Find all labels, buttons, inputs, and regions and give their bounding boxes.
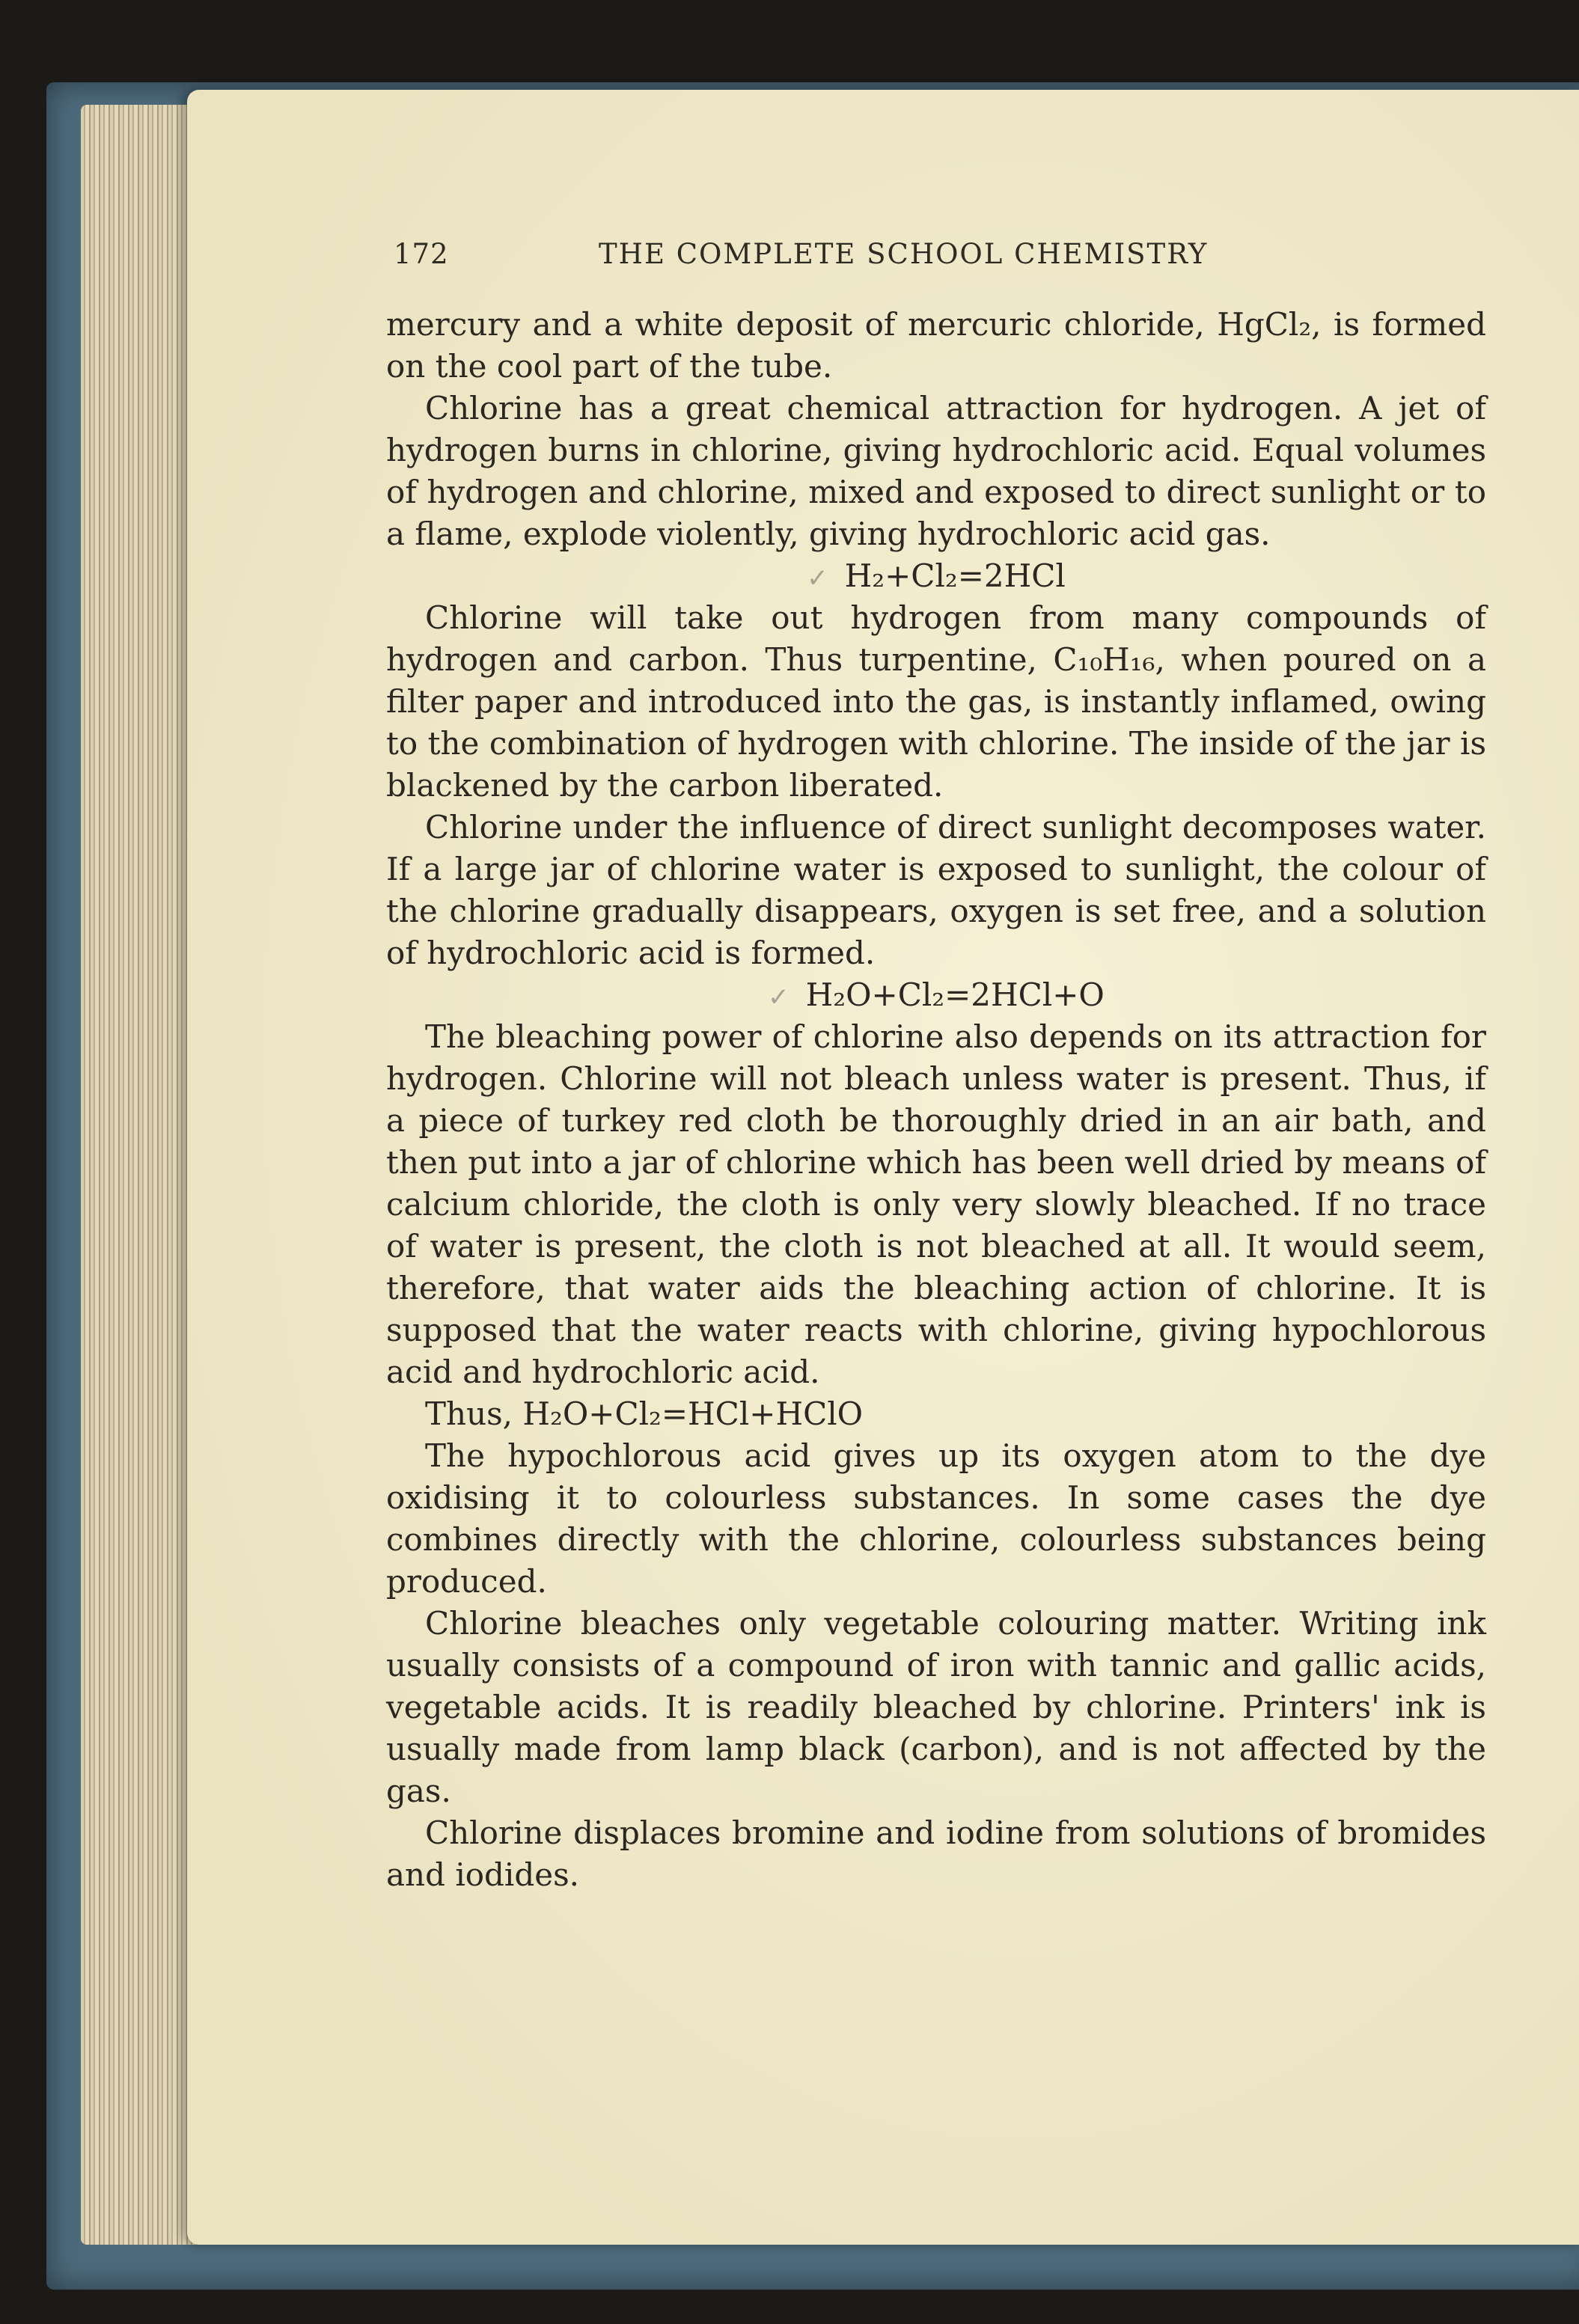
equation-text: H₂O+Cl₂=2HCl+O (805, 976, 1105, 1013)
page-number: 172 (394, 238, 449, 270)
equation (386, 974, 1486, 1016)
equation-text: H₂+Cl₂=2HCl (844, 557, 1066, 594)
equation-text: Thus, H₂O+Cl₂=HCl+HClO (425, 1395, 864, 1432)
page-header (394, 238, 1292, 275)
paragraph: mercury and a white deposit of mercuric chloride, HgCl₂, is formed on the cool part of the tube. (386, 306, 1486, 385)
paragraph: The bleaching power of chlorine also depends on its attraction for hydrogen. Chlorine will not bleach unless water is present. Thus, if a piece of turkey red cloth be thoroughly dried in an air bath, and then put into a jar of chlorine which has been well dried by means of calcium chloride, the cloth is only very slowly bleached. If no trace of water is present, the cloth is not bleached at all. It would seem, therefore, that water aids the bleaching action of chlorine. It is supposed that the water reacts with chlorine, giving hypochlorous acid and hydrochloric acid. (386, 1018, 1486, 1390)
paragraph: Chlorine bleaches only vegetable colouring matter. Writing ink usually consists of a compound of iron with tannic and gallic acids, vegetable acids. It is readily bleached by chlorine. Printers' ink is usually made from lamp black (carbon), and is not affected by the gas. (386, 1605, 1486, 1809)
equation (386, 555, 1486, 597)
equation (386, 1393, 1486, 1435)
body-text (386, 304, 1486, 1896)
pencil-tick-mark: ✓ (807, 563, 828, 593)
paragraph: Chlorine will take out hydrogen from many compounds of hydrogen and carbon. Thus turpentine, C₁₀H₁₆, when poured on a filter paper and introduced into the gas, is instantly inflamed, owing to the combination of hydrogen with chlorine. The inside of the jar is blackened by the carbon liberated. (386, 599, 1486, 804)
paragraph: The hypochlorous acid gives up its oxygen atom to the dye oxidising it to colourless substances. In some cases the dye combines directly with the chlorine, colourless substances being produced. (386, 1437, 1486, 1600)
paragraph: Chlorine has a great chemical attraction for hydrogen. A jet of hydrogen burns in chlorine, giving hydrochloric acid. Equal volumes of hydrogen and chlorine, mixed and exposed to direct sunlight or to a flame, explode violently, giving hydrochloric acid gas. (386, 390, 1486, 552)
pencil-tick-mark: ✓ (768, 982, 790, 1012)
paragraph: Chlorine under the influence of direct sunlight decomposes water. If a large jar of chlorine water is exposed to sunlight, the colour of the chlorine gradually disappears, oxygen is set free, and a solution of hydrochloric acid is formed. (386, 809, 1486, 971)
paragraph: Chlorine displaces bromine and iodine from solutions of bromides and iodides. (386, 1814, 1486, 1893)
running-head: THE COMPLETE SCHOOL CHEMISTRY (599, 238, 1209, 270)
